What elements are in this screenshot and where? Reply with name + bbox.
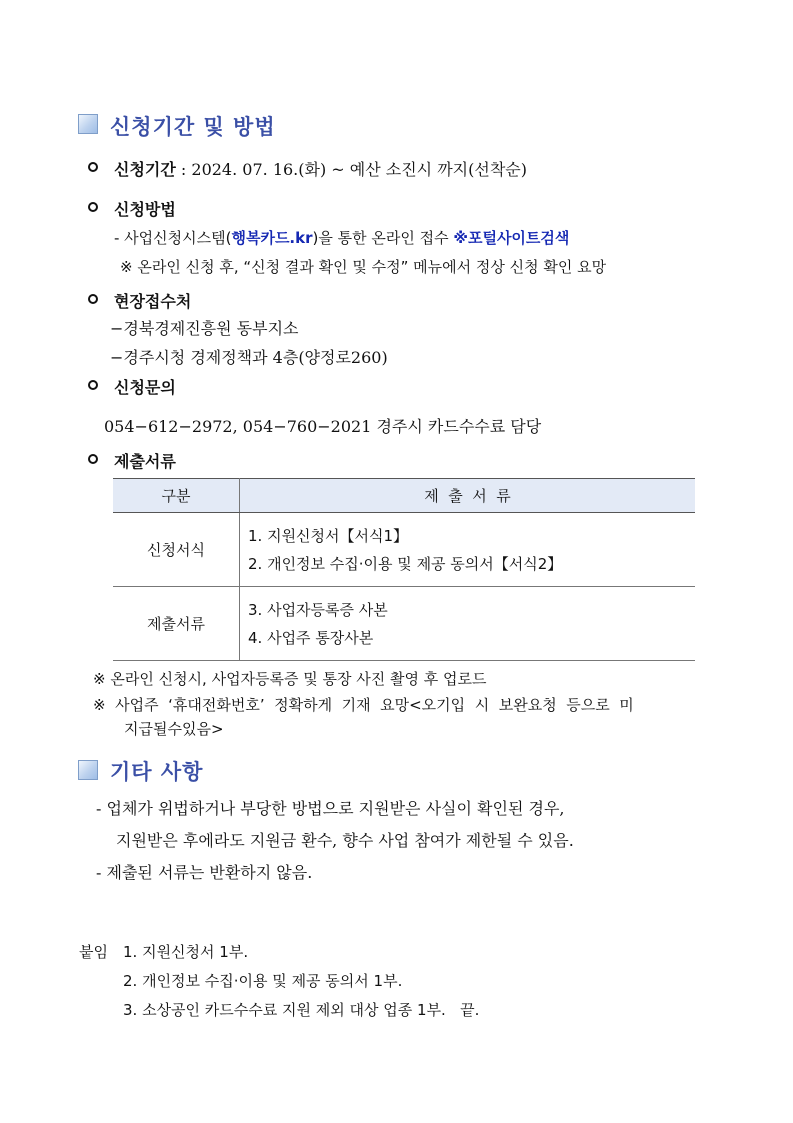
- docs-note: ※ 온라인 신청시, 사업자등록증 및 통장 사진 촬영 후 업로드: [93, 670, 487, 688]
- doc-item: 4. 사업주 통장사본: [248, 628, 374, 647]
- etc-item: 지원받은 후에라도 지원금 환수, 향수 사업 참여가 제한될 수 있음.: [116, 831, 574, 850]
- section-square-icon: [78, 114, 98, 134]
- docs-label: 제출서류: [114, 452, 176, 471]
- items-cell: [240, 587, 696, 661]
- method-mid: )을 통한 온라인 접수: [312, 229, 454, 247]
- site-link[interactable]: 행복카드.kr: [231, 229, 313, 247]
- section-title: 기타 사항: [110, 760, 204, 784]
- doc-item: 1. 지원신청서【서식1】: [248, 526, 409, 545]
- section-square-icon: [78, 760, 98, 780]
- category-cell: 신청서식: [113, 513, 240, 587]
- section-title: 신청기간 및 방법: [110, 115, 276, 139]
- circle-bullet-icon: [88, 380, 98, 390]
- method-label: 신청방법: [114, 200, 176, 219]
- onsite-item: −경북경제진흥원 동부지소: [110, 319, 299, 338]
- method-prefix: - 사업신청시스템(: [114, 229, 232, 247]
- docs-note: 지급될수있음>: [124, 720, 224, 738]
- inquiry-label: 신청문의: [114, 378, 176, 397]
- category-cell: 제출서류: [113, 587, 240, 661]
- items-cell: [240, 513, 696, 587]
- etc-item: - 제출된 서류는 반환하지 않음.: [96, 863, 313, 882]
- circle-bullet-icon: [88, 202, 98, 212]
- column-header: 구분: [113, 479, 240, 513]
- period-value: : 2024. 07. 16.(화) ~ 예산 소진시 까지(선착순): [175, 160, 527, 179]
- attachment-item: 2. 개인정보 수집·이용 및 제공 동의서 1부.: [123, 972, 403, 990]
- circle-bullet-icon: [88, 162, 98, 172]
- documents-table: [113, 478, 695, 661]
- table-row: [113, 587, 695, 661]
- period-line: [114, 157, 527, 180]
- inquiry-phones: 054−612−2972, 054−760−2021 경주시 카드수수료 담당: [104, 417, 542, 436]
- attachments-label: 붙임: [79, 943, 108, 961]
- onsite-item: −경주시청 경제정책과 4층(양정로260): [110, 348, 388, 367]
- table-row: [113, 513, 695, 587]
- attachment-item: 1. 지원신청서 1부.: [123, 943, 249, 961]
- doc-item: 2. 개인정보 수집·이용 및 제공 동의서【서식2】: [248, 554, 563, 573]
- attachment-item: 3. 소상공인 카드수수료 지원 제외 대상 업종 1부. 끝.: [123, 1001, 480, 1019]
- doc-item: 3. 사업자등록증 사본: [248, 600, 388, 619]
- portal-search-note: ※포털사이트검색: [453, 229, 570, 247]
- onsite-label: 현장접수처: [114, 292, 192, 311]
- column-header: 제 출 서 류: [240, 479, 696, 513]
- circle-bullet-icon: [88, 454, 98, 464]
- circle-bullet-icon: [88, 294, 98, 304]
- docs-note: ※ 사업주 ‘휴대전화번호’ 정확하게 기재 요망<오기입 시 보완요청 등으로 미: [93, 696, 634, 714]
- etc-item: - 업체가 위법하거나 부당한 방법으로 지원받은 사실이 확인된 경우,: [96, 799, 565, 818]
- method-line: [114, 227, 569, 248]
- table-header-row: [113, 479, 695, 513]
- method-note: ※ 온라인 신청 후, “신청 결과 확인 및 수정” 메뉴에서 정상 신청 확인 요망: [120, 258, 607, 276]
- period-label: 신청기간: [114, 160, 176, 179]
